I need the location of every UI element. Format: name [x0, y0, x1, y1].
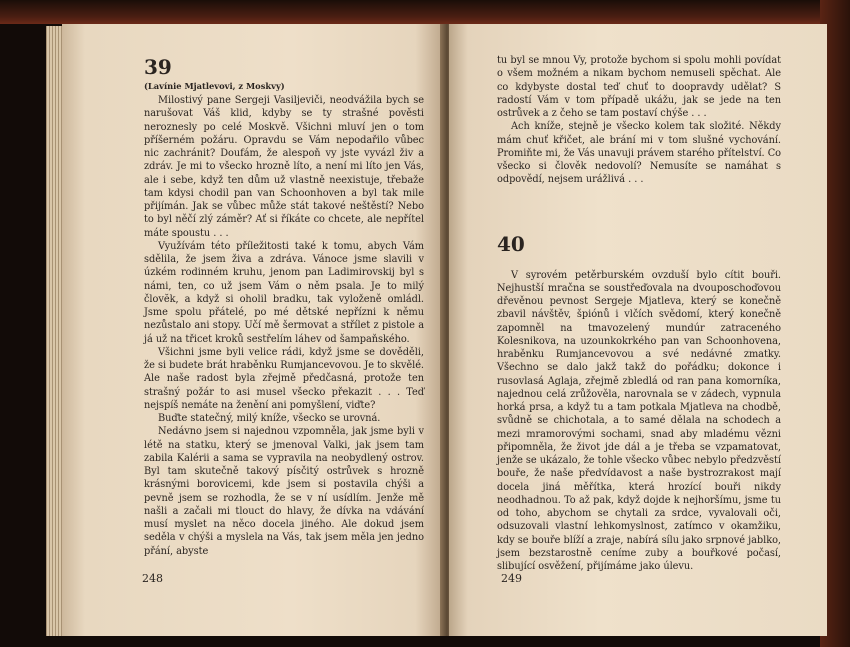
paragraph: V syrovém petěrburském ovzduší bylo cítit bouři. Nejhustší mračna se soustřeďovala na dvouposchoďovou dřevěnou pevnost Sergeje Mjatleva, který se konečně zbavil návštěv, špiónů i vlčích svědomí, který konečně zapomněl na tmavozelený mundúr zatraceného Kolesnikova, na uzounkokrkého pan van Schoonhovena, hraběnku Rumjancevovou a své nedávné zmatky. Všechno se dalo jakž takž do pořádku; dokonce i rusovlasá Aglaja, zřejmě zbledlá od ran pana komorníka, najednou celá zrůžověla, narovnala se v zádech, vypnula horká prsa, a když tu a tam potkala Mjatleva na chodbě, svůdně se chichotala, a to samé dělala na schodech a mezi mramorovými sochami, snad aby mladému vězni připomněla, že život jde dál a je třeba se vzpamatovat, jenže se ukázalo, že tohle všecko vůbec nebylo předzvěstí bouře, že naše předvídavost a naše bystrozrakost mají docela jiná měřítka, která hrozící bouři nikdy neodhadnou. To až pak, když dojde k nejhoršímu, jsme tu od toho, abychom se chytali za srdce, vyvalovali oči, odsuzovali vlastní lehkomyslnost, zatímco v okamžiku, kdy se bouře blíží a zraje, nabírá sílu jako srpnové jablko, jsem bezstarostně ceníme zuby a bouřkové počasí, slibující osvěžení, přijímáme jako úlevu.: [497, 269, 781, 572]
paragraph: Buďte statečný, milý kníže, všecko se urovná.: [158, 413, 381, 424]
paragraph: Ach kníže, stejně je všecko kolem tak složité. Někdy mám chuť křičet, ale brání mi v tom slušné vychování. Promiňte mi, že Vás unavuji právem starého přítelství. Co všecko si člověk nedovolí? Nemusíte se namáhat s odpovědí, nejsem urážlivá . . .: [497, 121, 781, 186]
paragraph: Nedávno jsem si najednou vzpomněla, jak jsme byli v létě na statku, který se jmenoval Valki, jak jsem tam zabila Kalérii a sama se vypravila na neobydlený ostrov. Byl tam skutečně takový písčitý ostrůvek s hrozně krásnými borovicemi, kde jsem si postavila chýši a pevně jsem se rozhodla, že se v ní usídlím. Jenže mě našli a začali mi tlouct do hlavy, že dívka na vdávání musí myslet na něco docela jiného. Ale dokud jsem seděla v chýši a myslela na Vás, tak jsem měla jen jedno přání, abyste: [144, 426, 424, 557]
chapter-number-39: 39: [144, 55, 172, 79]
book-cover-top: [0, 0, 850, 24]
chapter-number-40: 40: [497, 231, 525, 256]
page-number-left: 248: [142, 572, 163, 585]
left-page-text: [144, 94, 424, 558]
page-number-right: 249: [501, 572, 522, 585]
paragraph: Všichni jsme byli velice rádi, když jsme se dověděli, že si budete brát hraběnku Rumjancevovou. Je to skvělé. Ale naše radost byla zřejmě předčasná, protože ten strašný požár to asi musel všecko překazit . . . Teď nejspíš nemáte na ženění ani pomyšlení, viďte?: [144, 346, 424, 411]
paragraph: Využívám této příležitosti také k tomu, abych Vám sdělila, že jsem živa a zdráva. Vánoce jsme slavili v úzkém rodinném kruhu, jenom pan Ladimirovskij byl s námi, ten, co už jsem Vám o něm psala. Je to milý človĕk, a když si oholil bradku, tak vyloženě omládl. Jsme spolu přátelé, po mé dětské nepřízni k němu nezůstalo ani stopy. Učí mě šermovat a střílet z pistole a já už na třicet kroků sestřelím láhev od šampaňského.: [144, 240, 424, 345]
left-page: [62, 24, 446, 636]
right-page-text-top: [497, 54, 781, 187]
right-page: [449, 24, 827, 636]
paragraph: Milostivý pane Sergeji Vasiljeviči, neodvážila bych se narušovat Váš klid, kdyby se ty strašné pověsti neroznesly po celé Moskvě. Všichni mluví jen o tom příšerném požáru. Opravdu se Vám nepodařilo vůbec nic zachránit? Doufám, že alespoň vy jste vyvázl živ a zdráv. Je mi to všecko hrozně líto, a není mi líto jen Vás, ale i sebe, když ten dům už vlastně neexistuje, třebaže tam kdysi chodil pan van Schoonhoven a byl tak mile přijímán. Jak se vůbec může stát takové neštěstí? Nebo to byl něčí zlý záměr? Ať si říkáte co chcete, ale nepřítel máte spoustu . . .: [144, 95, 424, 239]
right-page-text-bottom: [497, 269, 781, 574]
chapter-subtitle: (Lavínie Mjatlevovi, z Moskvy): [144, 81, 285, 91]
continued-paragraph: tu byl se mnou Vy, protože bychom si spolu mohli povídat o všem možném a nikam bychom nemuseli spěchat. Ale co kdybyste dostal teď chuť to doopravdy udělat? S radostí Vám v tom případě ukážu, jak se jede na ten ostrůvek a z čeho se tam postaví chýše . . .: [497, 55, 781, 119]
